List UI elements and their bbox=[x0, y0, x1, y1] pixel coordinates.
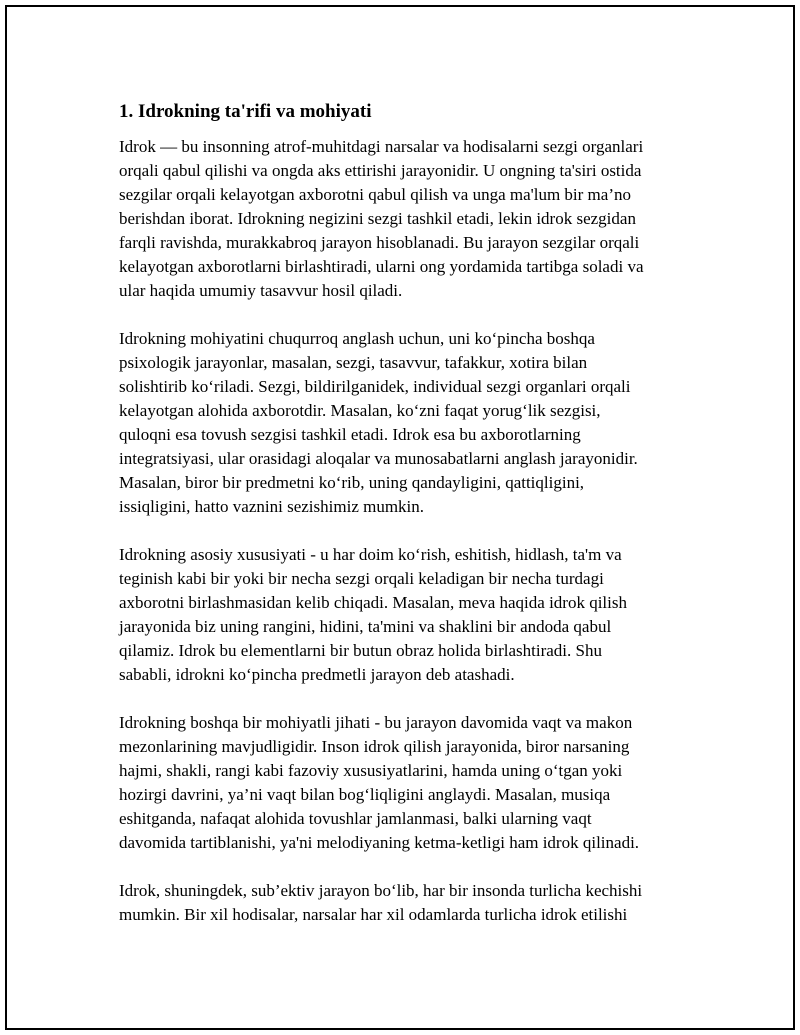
text-line: sezgilar orqali kelayotgan axborotni qabul qilish va unga ma'lum bir ma’no bbox=[119, 185, 631, 204]
text-line: orqali qabul qilishi va ongda aks ettirishi jarayonidir. U ongning ta'siri ostida bbox=[119, 161, 642, 180]
text-line: berishdan iborat. Idrokning negizini sezgi tashkil etadi, lekin idrok sezgidan bbox=[119, 209, 636, 228]
text-line: Idrok — bu insonning atrof-muhitdagi narsalar va hodisalarni sezgi organlari bbox=[119, 137, 644, 156]
text-line: ular haqida umumiy tasavvur hosil qiladi. bbox=[119, 281, 403, 300]
text-line: psixologik jarayonlar, masalan, sezgi, tasavvur, tafakkur, xotira bilan bbox=[119, 353, 588, 372]
text-line: integratsiyasi, ular orasidagi aloqalar va munosabatlarni anglash jarayonidir. bbox=[119, 449, 638, 468]
text-line: axborotni birlashmasidan kelib chiqadi. Masalan, meva haqida idrok qilish bbox=[119, 593, 627, 612]
text-line: jarayonida biz uning rangini, hidini, ta'mini va shaklini bir andoda qabul bbox=[119, 617, 612, 636]
section-title: 1. Idrokning ta'rifi va mohiyati bbox=[119, 101, 372, 122]
text-line: qilamiz. Idrok bu elementlarni bir butun obraz holida birlashtiradi. Shu bbox=[119, 641, 602, 660]
paragraph-subjective bbox=[119, 879, 694, 927]
paragraph-comparison bbox=[119, 327, 694, 519]
text-line: mezonlarining mavjudligidir. Inson idrok qilish jarayonida, biror narsaning bbox=[119, 737, 630, 756]
text-line: kelayotgan axborotlarni birlashtiradi, ularni ong yordamida tartibga soladi va bbox=[119, 257, 644, 276]
text-line: teginish kabi bir yoki bir necha sezgi orqali keladigan bir necha turdagi bbox=[119, 569, 604, 588]
text-line: davomida tartiblanishi, ya'ni melodiyaning ketma-ketligi ham idrok qilinadi. bbox=[119, 833, 640, 852]
text-line: hozirgi davrini, ya’ni vaqt bilan bog‘liqligini anglaydi. Masalan, musiqa bbox=[119, 785, 611, 804]
document-body bbox=[119, 99, 694, 951]
text-line: eshitganda, nafaqat alohida tovushlar jamlanmasi, balki ularning vaqt bbox=[119, 809, 592, 828]
page-frame bbox=[5, 5, 795, 1030]
text-line: hajmi, shakli, rangi kabi fazoviy xususiyatlarini, hamda uning o‘tgan yoki bbox=[119, 761, 623, 780]
text-line: farqli ravishda, murakkabroq jarayon hisoblanadi. Bu jarayon sezgilar orqali bbox=[119, 233, 640, 252]
text-line: Idrokning boshqa bir mohiyatli jihati - bu jarayon davomida vaqt va makon bbox=[119, 713, 633, 732]
text-line: quloqni esa tovush sezgisi tashkil etadi. Idrok esa bu axborotlarning bbox=[119, 425, 581, 444]
text-line: Idrokning mohiyatini chuqurroq anglash uchun, uni ko‘pincha boshqa bbox=[119, 329, 595, 348]
text-line: Idrok, shuningdek, sub’ektiv jarayon bo‘lib, har bir insonda turlicha kechishi bbox=[119, 881, 643, 900]
paragraph-main-property bbox=[119, 543, 694, 687]
paragraph-definition bbox=[119, 135, 694, 303]
text-line: Masalan, biror bir predmetni ko‘rib, uning qandayligini, qattiqligini, bbox=[119, 473, 585, 492]
paragraph-time-space bbox=[119, 711, 694, 855]
text-line: Idrokning asosiy xususiyati - u har doim ko‘rish, eshitish, hidlash, ta'm va bbox=[119, 545, 622, 564]
text-line: issiqligini, hatto vaznini sezishimiz mumkin. bbox=[119, 497, 425, 516]
text-line: mumkin. Bir xil hodisalar, narsalar har xil odamlarda turlicha idrok etilishi bbox=[119, 905, 628, 924]
text-line: sababli, idrokni ko‘pincha predmetli jarayon deb atashadi. bbox=[119, 665, 515, 684]
text-line: kelayotgan alohida axborotdir. Masalan, ko‘zni faqat yorug‘lik sezgisi, bbox=[119, 401, 601, 420]
text-line: solishtirib ko‘riladi. Sezgi, bildirilganidek, individual sezgi organlari orqali bbox=[119, 377, 631, 396]
